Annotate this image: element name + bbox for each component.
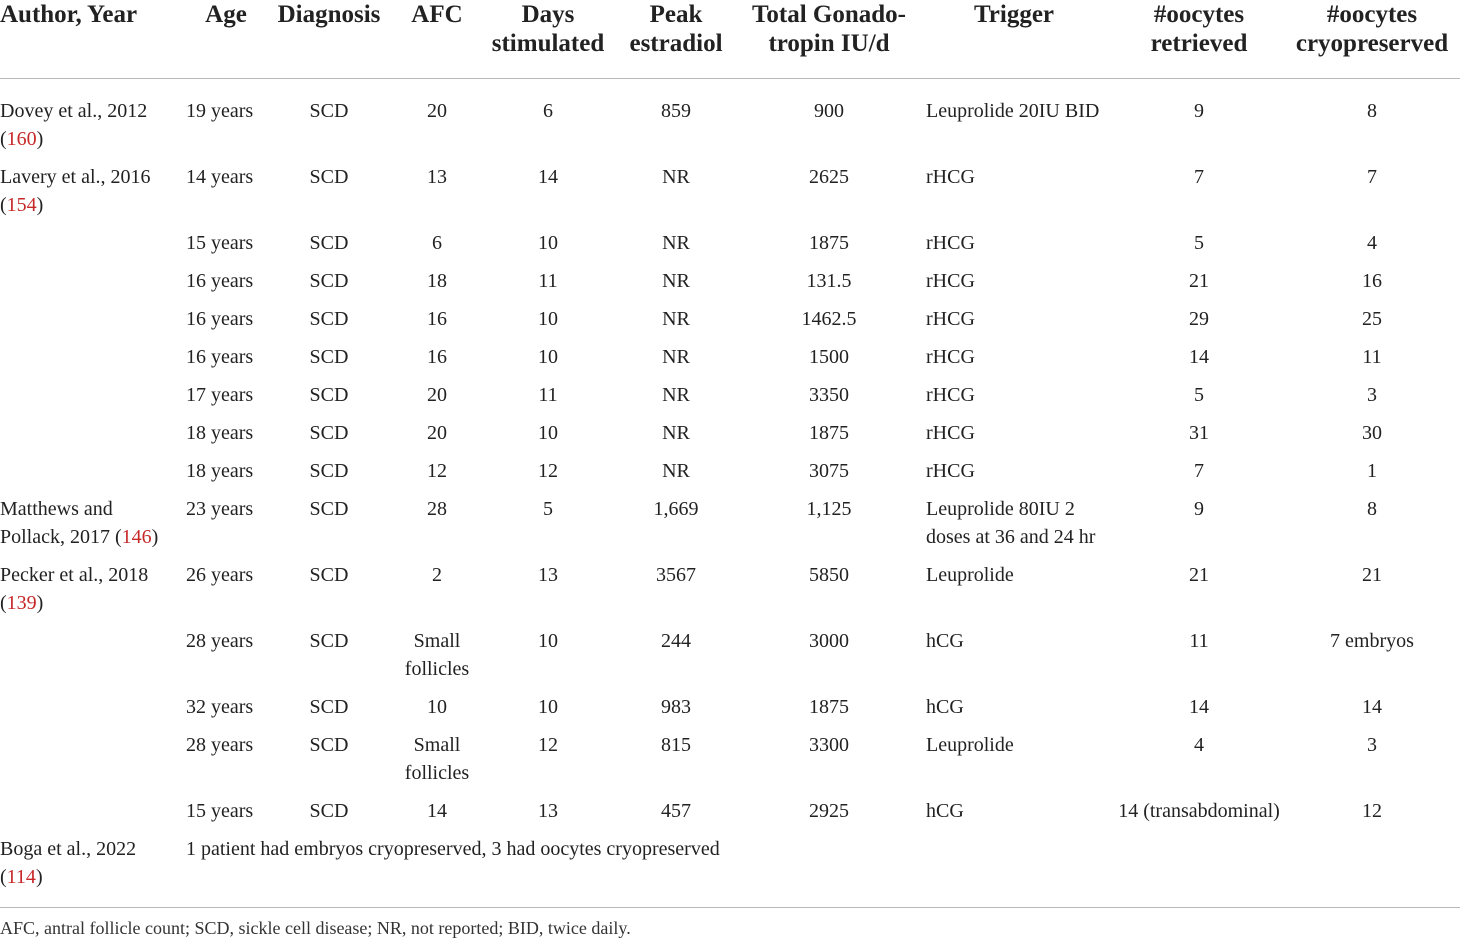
afc-cell: 10 [427,696,447,718]
afc-cell: Small follicles [404,734,470,784]
gonadotropin-cell: 3000 [809,630,849,652]
age-cell: 32 years [186,696,254,718]
author-cell [0,693,180,731]
trigger-cell: hCG [926,696,964,718]
retrieved-cell: 21 [1189,270,1209,292]
trigger-cell: rHCG [926,270,975,292]
author-text: Boga et al., 2022 [0,838,137,860]
header-gonadotropin: Total Gonado-tropin IU/d [744,0,914,79]
table-row [0,561,1460,627]
table-row [0,343,1460,381]
cryopreserved-cell: 1 [1367,460,1377,482]
diagnosis-cell: SCD [309,460,349,482]
author-text: Matthews and Pollack, 2017 [0,498,113,548]
summary-note-cell: 1 patient had embryos cryopreserved, 3 had oocytes cryopreserved [186,838,720,860]
gonadotropin-cell: 2925 [809,800,849,822]
header-age: Age [180,0,272,79]
trigger-cell: rHCG [926,232,975,254]
retrieved-cell: 31 [1189,422,1209,444]
header-estradiol: Peak estradiol [608,0,744,79]
afc-cell: 6 [432,232,442,254]
table-row [0,79,1460,164]
estradiol-cell: 983 [661,696,691,718]
diagnosis-cell: SCD [309,696,349,718]
table-body [0,79,1460,908]
afc-cell: 20 [427,422,447,444]
table-row [0,267,1460,305]
author-cell [0,457,180,495]
days-cell: 13 [538,800,558,822]
author-cell: Dovey et al., 2012 (160) [0,100,148,150]
table-row [0,835,1460,907]
gonadotropin-cell: 1462.5 [801,308,857,330]
trigger-cell: Leuprolide [926,564,1014,586]
header-cryopreserved: #oocytes cryopreserved [1284,0,1460,79]
retrieved-cell: 9 [1194,498,1204,520]
gonadotropin-cell: 131.5 [806,270,852,292]
age-cell: 28 years [186,630,254,652]
age-cell: 23 years [186,498,254,520]
cryopreserved-cell: 11 [1362,346,1382,368]
diagnosis-cell: SCD [309,422,349,444]
gonadotropin-cell: 3075 [809,460,849,482]
diagnosis-cell: SCD [309,630,349,652]
estradiol-cell: 457 [661,800,691,822]
diagnosis-cell: SCD [309,498,349,520]
days-cell: 10 [538,696,558,718]
gonadotropin-cell: 1,125 [806,498,852,520]
age-cell: 26 years [186,564,254,586]
retrieved-cell: 14 [1189,696,1209,718]
reference-link[interactable]: 139 [6,592,37,614]
diagnosis-cell: SCD [309,800,349,822]
trigger-cell: rHCG [926,384,975,406]
afc-cell: 2 [432,564,442,586]
gonadotropin-cell: 1875 [809,422,849,444]
age-cell: 14 years [186,166,254,188]
afc-cell: 13 [427,166,447,188]
header-row [0,0,1460,79]
estradiol-cell: 859 [661,100,691,122]
gonadotropin-cell: 5850 [809,564,849,586]
table-row [0,229,1460,267]
author-cell: Matthews and Pollack, 2017 (146) [0,498,159,548]
diagnosis-cell: SCD [309,384,349,406]
cryopreserved-cell: 8 [1367,498,1377,520]
estradiol-cell: NR [662,346,690,368]
days-cell: 14 [538,166,558,188]
header-author: Author, Year [0,0,180,79]
days-cell: 5 [543,498,553,520]
author-cell [0,305,180,343]
table-row [0,495,1460,561]
author-cell: Pecker et al., 2018 (139) [0,564,149,614]
retrieved-cell: 29 [1189,308,1209,330]
diagnosis-cell: SCD [309,270,349,292]
author-cell: Lavery et al., 2016 (154) [0,166,151,216]
diagnosis-cell: SCD [309,232,349,254]
table-row [0,693,1460,731]
trigger-cell: Leuprolide [926,734,1014,756]
author-cell [0,419,180,457]
retrieved-cell: 14 (transabdominal) [1118,800,1280,822]
gonadotropin-cell: 1500 [809,346,849,368]
estradiol-cell: NR [662,166,690,188]
cryopreserved-cell: 8 [1367,100,1377,122]
estradiol-cell: 3567 [656,564,696,586]
age-cell: 18 years [186,460,254,482]
gonadotropin-cell: 900 [814,100,844,122]
estradiol-cell: 815 [661,734,691,756]
trigger-cell: Leuprolide 80IU 2 doses at 36 and 24 hr [926,498,1096,548]
trigger-cell: hCG [926,800,964,822]
days-cell: 10 [538,630,558,652]
cryopreserved-cell: 14 [1362,696,1382,718]
author-text: Lavery et al., 2016 [0,166,151,188]
days-cell: 10 [538,232,558,254]
estradiol-cell: NR [662,422,690,444]
days-cell: 11 [538,270,558,292]
gonadotropin-cell: 1875 [809,696,849,718]
estradiol-cell: NR [662,308,690,330]
days-cell: 11 [538,384,558,406]
age-cell: 16 years [186,346,254,368]
diagnosis-cell: SCD [309,100,349,122]
afc-cell: 16 [427,308,447,330]
afc-cell: 16 [427,346,447,368]
cryopreserved-cell: 4 [1367,232,1377,254]
days-cell: 6 [543,100,553,122]
age-cell: 19 years [186,100,254,122]
afc-cell: 28 [427,498,447,520]
age-cell: 16 years [186,270,254,292]
cryopreserved-cell: 12 [1362,800,1382,822]
author-cell [0,731,180,797]
table-row [0,381,1460,419]
reference-link[interactable]: 114 [6,866,36,888]
age-cell: 17 years [186,384,254,406]
author-cell [0,267,180,305]
gonadotropin-cell: 1875 [809,232,849,254]
author-text: Pecker et al., 2018 [0,564,149,586]
table-row [0,419,1460,457]
trigger-cell: rHCG [926,308,975,330]
gonadotropin-cell: 3350 [809,384,849,406]
cryopreserved-cell: 16 [1362,270,1382,292]
retrieved-cell: 11 [1189,630,1209,652]
days-cell: 13 [538,564,558,586]
cryopreserved-cell: 25 [1362,308,1382,330]
diagnosis-cell: SCD [309,564,349,586]
header-trigger: Trigger [914,0,1114,79]
afc-cell: 20 [427,100,447,122]
afc-cell: 12 [427,460,447,482]
age-cell: 16 years [186,308,254,330]
retrieved-cell: 5 [1194,232,1204,254]
author-text: Dovey et al., 2012 [0,100,148,122]
author-cell [0,627,180,693]
diagnosis-cell: SCD [309,346,349,368]
estradiol-cell: 1,669 [653,498,699,520]
table-row [0,731,1460,797]
retrieved-cell: 7 [1194,166,1204,188]
retrieved-cell: 21 [1189,564,1209,586]
table-row [0,627,1460,693]
trigger-cell: rHCG [926,346,975,368]
estradiol-cell: NR [662,460,690,482]
afc-cell: Small follicles [404,630,470,680]
afc-cell: 14 [427,800,447,822]
days-cell: 12 [538,734,558,756]
header-afc: AFC [386,0,488,79]
table-row [0,797,1460,835]
header-retrieved: #oocytes retrieved [1114,0,1284,79]
reference-link[interactable]: 146 [121,526,152,548]
cryopreserved-cell: 30 [1362,422,1382,444]
afc-cell: 20 [427,384,447,406]
days-cell: 10 [538,346,558,368]
reference-link[interactable]: 154 [6,194,37,216]
estradiol-cell: NR [662,270,690,292]
author-cell [0,343,180,381]
cryopreserved-cell: 3 [1367,384,1377,406]
trigger-cell: Leuprolide 20IU BID [926,100,1100,122]
table-row [0,457,1460,495]
author-cell: Boga et al., 2022 (114) [0,838,137,888]
retrieved-cell: 5 [1194,384,1204,406]
diagnosis-cell: SCD [309,308,349,330]
gonadotropin-cell: 2625 [809,166,849,188]
cryopreserved-cell: 3 [1367,734,1377,756]
age-cell: 15 years [186,800,254,822]
age-cell: 28 years [186,734,254,756]
estradiol-cell: NR [662,384,690,406]
days-cell: 12 [538,460,558,482]
retrieved-cell: 7 [1194,460,1204,482]
diagnosis-cell: SCD [309,166,349,188]
retrieved-cell: 9 [1194,100,1204,122]
trigger-cell: rHCG [926,460,975,482]
afc-cell: 18 [427,270,447,292]
retrieved-cell: 4 [1194,734,1204,756]
reference-link[interactable]: 160 [6,128,37,150]
trigger-cell: rHCG [926,166,975,188]
days-cell: 10 [538,308,558,330]
age-cell: 18 years [186,422,254,444]
estradiol-cell: 244 [661,630,691,652]
diagnosis-cell: SCD [309,734,349,756]
age-cell: 15 years [186,232,254,254]
author-cell [0,381,180,419]
trigger-cell: rHCG [926,422,975,444]
cryopreserved-cell: 21 [1362,564,1382,586]
retrieved-cell: 14 [1189,346,1209,368]
cryopreserved-cell: 7 embryos [1330,630,1414,652]
table-row [0,305,1460,343]
header-days: Days stimulated [488,0,608,79]
trigger-cell: hCG [926,630,964,652]
cryopreserved-cell: 7 [1367,166,1377,188]
estradiol-cell: NR [662,232,690,254]
author-cell [0,797,180,835]
days-cell: 10 [538,422,558,444]
author-cell [0,229,180,267]
header-diagnosis: Diagnosis [272,0,386,79]
table-row [0,163,1460,229]
table-footnote: AFC, antral follicle count; SCD, sickle cell disease; NR, not reported; BID, twice daily. [0,907,1460,940]
gonadotropin-cell: 3300 [809,734,849,756]
